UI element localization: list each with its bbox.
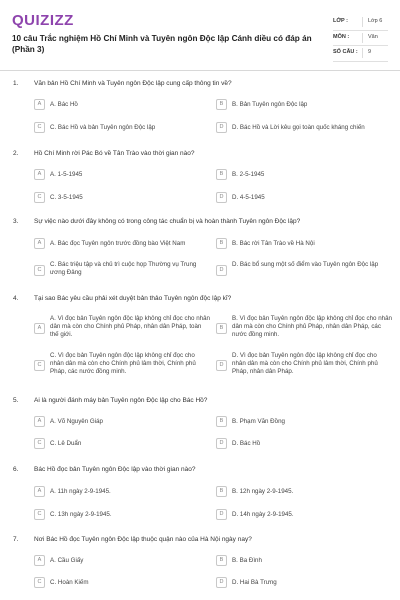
option-text: B. 2-5-1945 xyxy=(232,170,265,178)
question-text: Ai là người đánh máy bản Tuyên ngôn Độc lập cho Bác Hồ? xyxy=(34,397,208,404)
option-letter: C xyxy=(34,122,45,133)
option-text: D. 14h ngày 2-9-1945. xyxy=(232,510,294,518)
option-text: A. Vì đọc bản Tuyên ngôn độc lập không chỉ đọc cho nhân dân mà còn cho Chính phủ Pháp, nhân dân Pháp, toàn thế giới. xyxy=(50,315,210,338)
option-text: B. Vì đọc bản Tuyên ngôn độc lập không chỉ đọc cho nhân dân mà còn cho Chính phủ Pháp, nhân dân Pháp, các nước đồng minh. xyxy=(232,315,392,338)
option-letter: D xyxy=(216,192,227,203)
question-number: 2. xyxy=(13,150,19,157)
option-letter: D xyxy=(216,122,227,133)
meta-row-count xyxy=(333,46,388,62)
question-text: Hồ Chí Minh rời Pác Bó về Tân Trào vào thời gian nào? xyxy=(34,150,195,157)
option-letter: B xyxy=(216,169,227,180)
option-letter: C xyxy=(34,509,45,520)
option-letter: C xyxy=(34,577,45,588)
question-number: 3. xyxy=(13,218,19,225)
option-letter: D xyxy=(216,360,227,371)
header-divider xyxy=(0,70,400,71)
option-letter: C xyxy=(34,360,45,371)
question-text: Sự việc nào dưới đây không có trong công tác chuẩn bị và hoàn thành Tuyên ngôn Độc lập? xyxy=(34,218,301,225)
option-text: B. Ba Đình xyxy=(232,556,262,564)
option-letter: A xyxy=(34,169,45,180)
meta-value: 9 xyxy=(368,49,372,55)
option-text: B. Bản Tuyên ngôn Độc lập xyxy=(232,100,308,108)
option-text: B. Bác rời Tân Trào về Hà Nội xyxy=(232,239,315,247)
question-number: 6. xyxy=(13,466,19,473)
option-text: A. Võ Nguyên Giáp xyxy=(50,417,103,425)
option-letter: A xyxy=(34,323,45,334)
meta-value: Văn xyxy=(368,33,378,40)
option-text: C. 13h ngày 2-9-1945. xyxy=(50,510,112,518)
option-letter: B xyxy=(216,238,227,249)
question-text: Bác Hồ đọc bản Tuyên ngôn Độc lập vào thời gian nào? xyxy=(34,466,196,473)
option-letter: A xyxy=(34,238,45,249)
page-title: 10 câu Trắc nghiệm Hồ Chí Minh và Tuyên ngôn Độc lập Cánh diều có đáp án (Phần 3) xyxy=(12,34,312,54)
meta-value: Lớp 6 xyxy=(368,18,383,24)
option-letter: C xyxy=(34,192,45,203)
worksheet-header xyxy=(0,0,400,66)
meta-label: SỐ CÂU : xyxy=(333,49,358,55)
question-number: 7. xyxy=(13,536,19,543)
option-letter: B xyxy=(216,323,227,334)
option-letter: A xyxy=(34,416,45,427)
option-letter: D xyxy=(216,509,227,520)
quizizz-logo: QUIZIZZ xyxy=(12,12,74,29)
option-letter: B xyxy=(216,555,227,566)
option-text: C. Hoàn Kiếm xyxy=(50,578,89,586)
option-letter: D xyxy=(216,577,227,588)
option-letter: D xyxy=(216,438,227,449)
option-text: B. 12h ngày 2-9-1945. xyxy=(232,487,294,495)
question-text: Nơi Bác Hồ đọc Tuyên ngôn Độc lập thuộc quận nào của Hà Nội ngày nay? xyxy=(34,536,252,543)
option-letter: C xyxy=(34,438,45,449)
option-letter: A xyxy=(34,555,45,566)
option-text: C. Lê Duẩn xyxy=(50,439,82,447)
question-text: Tại sao Bác yêu cầu phải xét duyệt bản thảo Tuyên ngôn độc lập kĩ? xyxy=(34,295,232,302)
option-text: C. 3-5-1945 xyxy=(50,193,83,201)
option-letter: A xyxy=(34,99,45,110)
meta-box xyxy=(333,15,388,62)
option-text: D. Vì đọc bản Tuyên ngôn độc lập không chỉ đọc cho nhân dân mà còn cho Chính phủ lâm thời, Chính phủ Pháp, nhân dân Pháp. xyxy=(232,352,378,375)
meta-label: MÔN : xyxy=(333,33,350,40)
option-text: A. Bác đọc Tuyên ngôn trước đồng bào Việt Nam xyxy=(50,239,186,247)
option-text: D. Bác Hồ xyxy=(232,439,261,447)
option-letter: A xyxy=(34,486,45,497)
option-letter: B xyxy=(216,416,227,427)
option-letter: C xyxy=(34,265,45,276)
option-text: D. Bác bổ sung một số điểm vào Tuyên ngôn Độc lập xyxy=(232,261,379,268)
option-letter: B xyxy=(216,99,227,110)
meta-row-class xyxy=(333,15,388,31)
question-number: 5. xyxy=(13,397,19,404)
option-letter: B xyxy=(216,486,227,497)
meta-label: LỚP : xyxy=(333,18,348,24)
question-text: Văn bản Hồ Chí Minh và Tuyên ngôn Độc lập cung cấp thông tin về? xyxy=(34,80,232,87)
option-text: C. Bác Hồ và bản Tuyên ngôn Độc lập xyxy=(50,123,156,131)
question-number: 1. xyxy=(13,80,19,87)
option-text: A. Cầu Giấy xyxy=(50,556,84,564)
option-text: A. Bác Hồ xyxy=(50,100,78,108)
option-text: A. 11h ngày 2-9-1945. xyxy=(50,487,111,495)
question-number: 4. xyxy=(13,295,19,302)
option-text: B. Phạm Văn Đồng xyxy=(232,417,285,425)
option-text: D. Bác Hồ và Lời kêu gọi toàn quốc kháng chiến xyxy=(232,123,365,131)
meta-row-subject xyxy=(333,31,388,47)
option-text: D. 4-5-1945 xyxy=(232,193,265,201)
option-text: D. Hai Bà Trưng xyxy=(232,578,277,586)
option-text: C. Vì đọc bản Tuyên ngôn độc lập không chỉ đọc cho nhân dân mà còn cho Chính phủ lâm thời, Chính phủ Pháp, các nước đồng minh. xyxy=(50,352,196,375)
option-letter: D xyxy=(216,265,227,276)
option-text: C. Bác triệu tập và chủ trì cuộc họp Thường vụ Trung ương Đảng xyxy=(50,261,197,276)
option-text: A. 1-5-1945 xyxy=(50,170,83,178)
